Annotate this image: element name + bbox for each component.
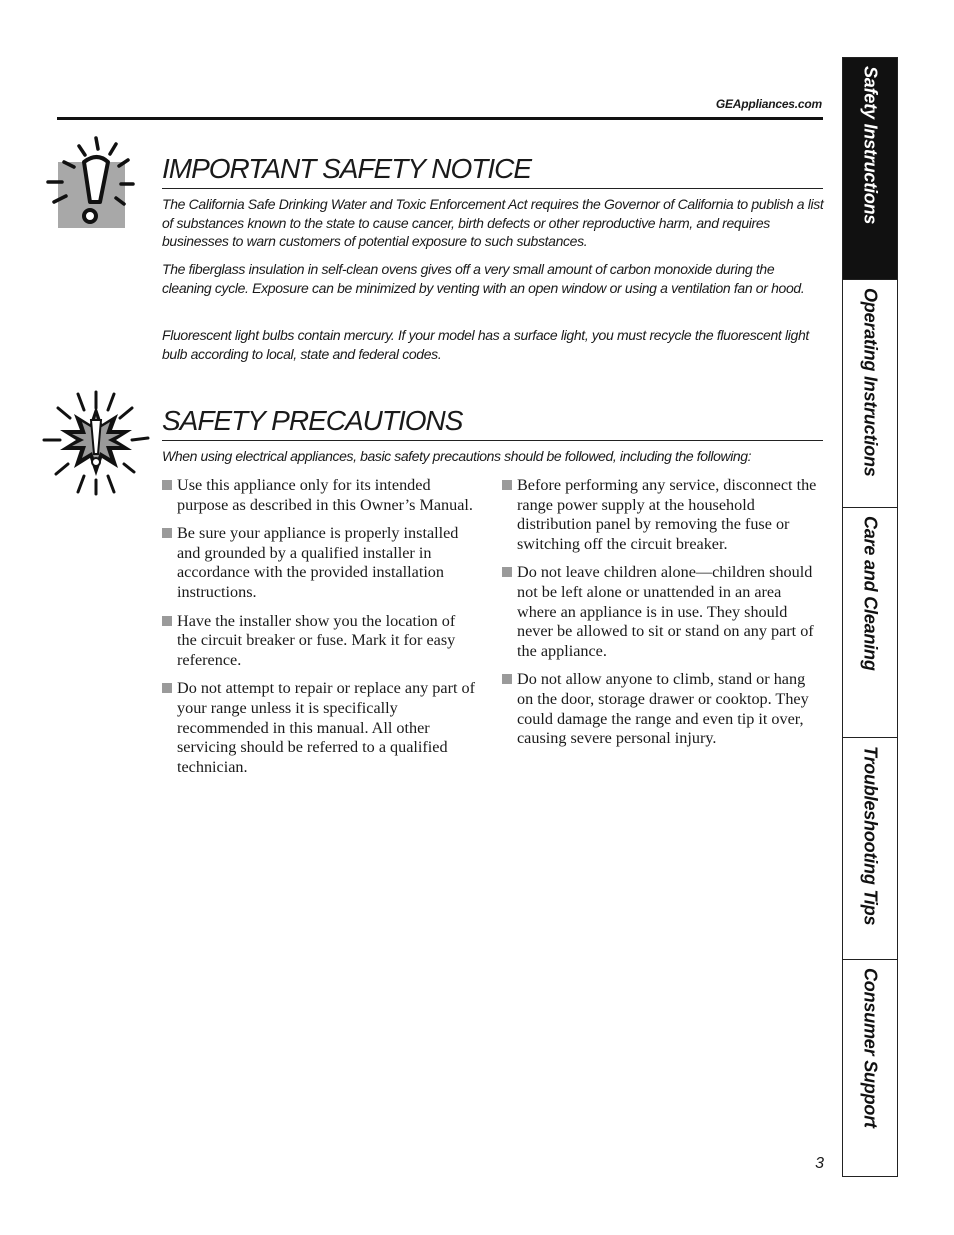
starburst-warning-icon — [40, 388, 152, 498]
tab-label: Operating Instructions — [860, 288, 881, 477]
notice-title: IMPORTANT SAFETY NOTICE — [162, 153, 532, 184]
list-item — [162, 612, 478, 671]
list-item-text: Do not leave children alone—children should not be left alone or unattended in an area where an appliance is in use. They should never be allowed to sit or stand on any part of the appliance. — [517, 563, 814, 660]
list-item — [502, 670, 824, 748]
exclamation-warning-icon — [40, 132, 152, 236]
tab-label: Care and Cleaning — [860, 516, 881, 671]
list-item — [162, 679, 478, 777]
tab-label: Consumer Support — [860, 968, 881, 1128]
tab-consumer-support[interactable] — [843, 960, 897, 1176]
list-item-text: Before performing any service, disconnect the range power supply at the household distribution panel by removing the fuse or switching off the circuit breaker. — [517, 476, 817, 553]
precautions-intro: When using electrical appliances, basic safety precautions should be followed, including the following: — [162, 448, 752, 464]
bullet-square — [502, 480, 512, 490]
notice-paragraph: Fluorescent light bulbs contain mercury. If your model has a surface light, you must recycle the fluorescent light bulb according to local, state and federal codes. — [162, 327, 809, 362]
tab-safety-instructions[interactable] — [843, 58, 897, 280]
page-number: 3 — [815, 1155, 824, 1172]
list-item — [162, 476, 478, 515]
bullet-square — [162, 528, 172, 538]
list-item — [162, 524, 478, 602]
bullet-square — [502, 567, 512, 577]
header-rule — [57, 117, 823, 120]
tab-operating-instructions[interactable] — [843, 280, 897, 508]
precautions-left-column — [162, 476, 478, 786]
bullet-square — [162, 480, 172, 490]
precautions-title-rule — [162, 440, 823, 441]
list-item-text: Be sure your appliance is properly installed and grounded by a qualified installer in accordance with the provided installation instructions. — [177, 524, 459, 601]
tab-care-and-cleaning[interactable] — [843, 508, 897, 738]
bullet-square — [502, 674, 512, 684]
section-tabs — [842, 57, 898, 1177]
list-item-text: Have the installer show you the location of the circuit breaker or fuse. Mark it for easy reference. — [177, 611, 456, 669]
list-item — [502, 563, 824, 661]
tab-troubleshooting-tips[interactable] — [843, 738, 897, 960]
notice-title-rule — [162, 188, 823, 189]
bullet-square — [162, 683, 172, 693]
precautions-title: SAFETY PRECAUTIONS — [162, 405, 463, 436]
list-item-text: Do not allow anyone to climb, stand or hang on the door, storage drawer or cooktop. They could damage the range and even tip it over, causing severe personal injury. — [517, 670, 809, 748]
tab-label: Safety Instructions — [860, 66, 881, 225]
tab-label: Troubleshooting Tips — [860, 746, 881, 926]
precautions-right-column — [502, 476, 824, 758]
bullet-square — [162, 616, 172, 626]
notice-paragraph: The fiberglass insulation in self-clean ovens gives off a very small amount of carbon monoxide during the cleaning cycle. Exposure can be minimized by venting with an open window or using a ventilation fan or hood. — [162, 261, 805, 296]
list-item-text: Use this appliance only for its intended purpose as described in this Owner’s Manual. — [177, 476, 473, 514]
notice-paragraph: The California Safe Drinking Water and Toxic Enforcement Act requires the Governor of California to publish a list of substances known to the state to cause cancer, birth defects or other reproductive harm, and requires businesses to warn customers of potential exposure to such substances. — [162, 196, 824, 249]
list-item-text: Do not attempt to repair or replace any part of your range unless it is specifically recommended in this manual. All other servicing should be referred to a qualified technician. — [177, 679, 475, 776]
site-url: GEAppliances.com — [715, 97, 822, 111]
list-item — [502, 476, 824, 554]
